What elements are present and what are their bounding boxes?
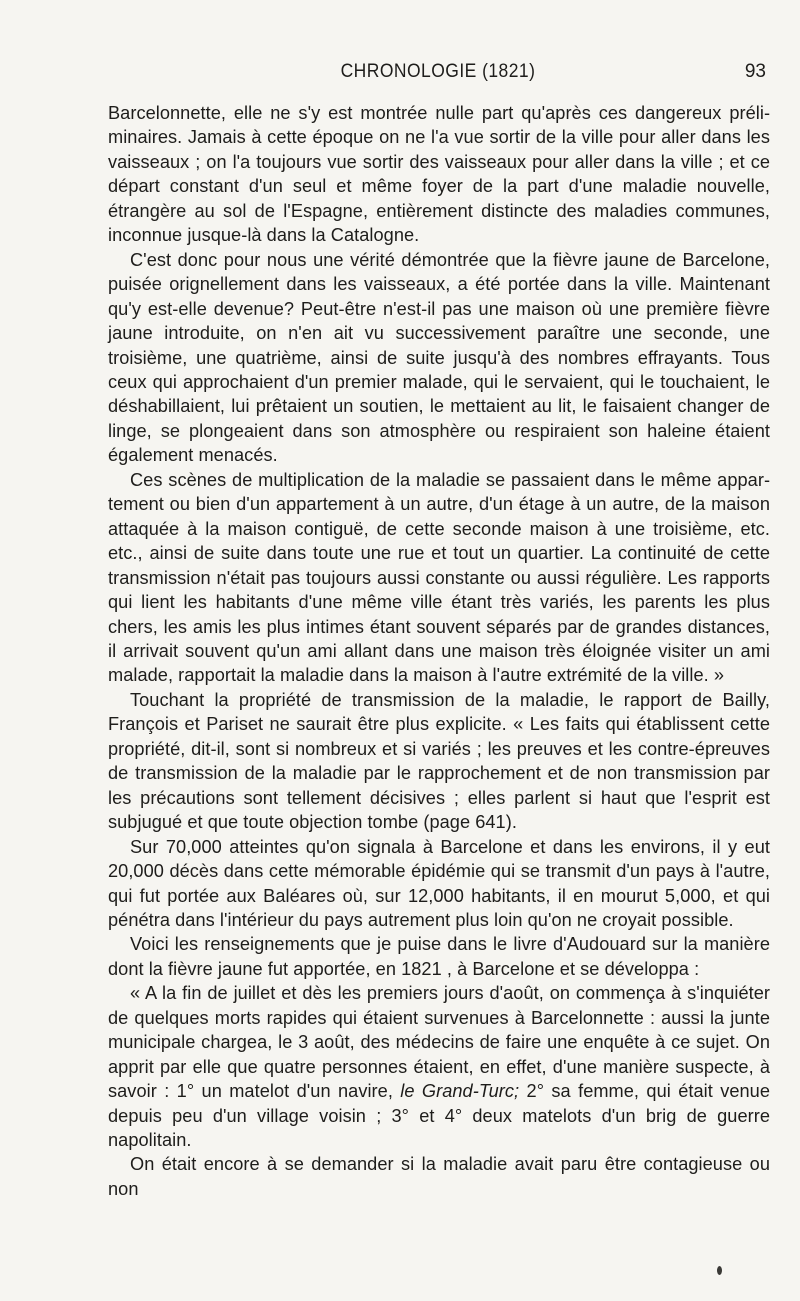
paragraph-7-text-b: 2° sa femme, qui était venue depuis peu d'un village voisin ; 3° et 4° deux matelots d'un brig de guerre napolitain. — [108, 1081, 770, 1151]
paragraph-5: Sur 70,000 atteintes qu'on signala à Barcelone et dans les environs, il y eut 20,000 décès dans cette mémorable épidémie qui se transmit d'un pays à l'autre, qui fut portée aux Baléares où, sur 12,000 habitants, il en mourut 5,000, et qui pénétra dans l'intérieur du pays autrement plus loin qu'on ne croyait possible. — [108, 836, 770, 930]
ship-name: le Grand-Turc; — [400, 1081, 520, 1102]
paragraph-2: C'est donc pour nous une vérité démontrée que la fièvre jaune de Barcelone, puisée orignellement dans les vaisseaux, a été portée dans la ville. Maintenant qu'y est-elle devenue? Peut-être n'est-il pas une maison où une première fièvre jaune introduite, on n'en ait vu successivement paraître une seconde, une troisième, une quatrième, ainsi de suite jusqu'à des nombres effrayants. Tous ceux qui approchaient d'un premier malade, qui le servaient, qui le touchaient, le déshabillaient, lui prêtaient un soutien, le mettaient au lit, le faisaient changer de linge, se plongeaient dans son atmosphère ou respiraient son haleine étaient également menacés. — [108, 249, 770, 466]
page-header — [108, 61, 768, 89]
page-number: 93 — [744, 61, 766, 82]
ink-speck — [717, 1266, 722, 1275]
paragraph-4: Touchant la propriété de transmission de la maladie, le rapport de Bailly, François et Pariset ne saurait être plus explicite. « Les faits qui établissent cette propriété, dit-il, sont si nombreux et si variés ; les preuves et les contre-épreuves de transmission de la maladie par le rapprochement et de non transmission par les précautions sont tellement décisives ; elles parlent si haut que l'esprit est subjugué et que toute objection tombe (page 641). — [108, 689, 770, 833]
paragraph-7-text-a: « A la fin de juillet et dès les premiers jours d'août, on commença à s'inquiéter de quelques morts rapides qui étaient survenues à Barcelonnette : aussi la junte municipale chargea, le 3 août, des médecins de faire une enquête à ce sujet. On apprit par elle que quatre personnes étaient, en effet, d'une manière suspecte, à savoir : 1° un matelot d'un navire, — [108, 983, 770, 1102]
paragraph-6: Voici les renseignements que je puise dans le livre d'Audouard sur la manière dont la fièvre jaune fut apportée, en 1821 , à Barcelone et se développa : — [108, 934, 770, 979]
paragraph-8: On était encore à se demander si la maladie avait paru être contagieuse ou non — [108, 1154, 770, 1199]
body-text — [108, 101, 770, 1201]
paragraph-3: Ces scènes de multiplication de la maladie se passaient dans le même appartement ou bien d'un appartement à un autre, d'un étage à un autre, de la maison attaquée à la maison contiguë, de cette seconde maison à une troisième, etc. etc., ainsi de suite dans toute une rue et tout un quartier. La continuité de cette transmission n'était pas toujours aussi constante ou aussi régulière. Les rapports qui lient les habitants d'une même ville étant très variés, les parents les plus chers, les amis les plus intimes étant souvent séparés par de grandes distances, il arrivait souvent qu'un ami allant dans une maison très éloignée visiter un ami malade, rapportait la maladie dans la maison à l'autre extrémité de la ville. » — [108, 469, 770, 686]
paragraph-7 — [108, 981, 770, 1152]
running-head: CHRONOLOGIE (1821) — [340, 61, 536, 82]
paragraph-1: Barcelonnette, elle ne s'y est montrée nulle part qu'après ces dangereux préliminaires. Jamais à cette époque on ne l'a vue sortir de la ville pour aller dans les vaisseaux ; on l'a toujours vue sortir des vaisseaux pour aller dans la ville ; et ce départ constant d'un seul et même foyer de la part d'une maladie nouvelle, étrangère au sol de l'Espagne, entièrement distincte des maladies communes, inconnue jusque-là dans la Catalogne. — [108, 103, 770, 246]
